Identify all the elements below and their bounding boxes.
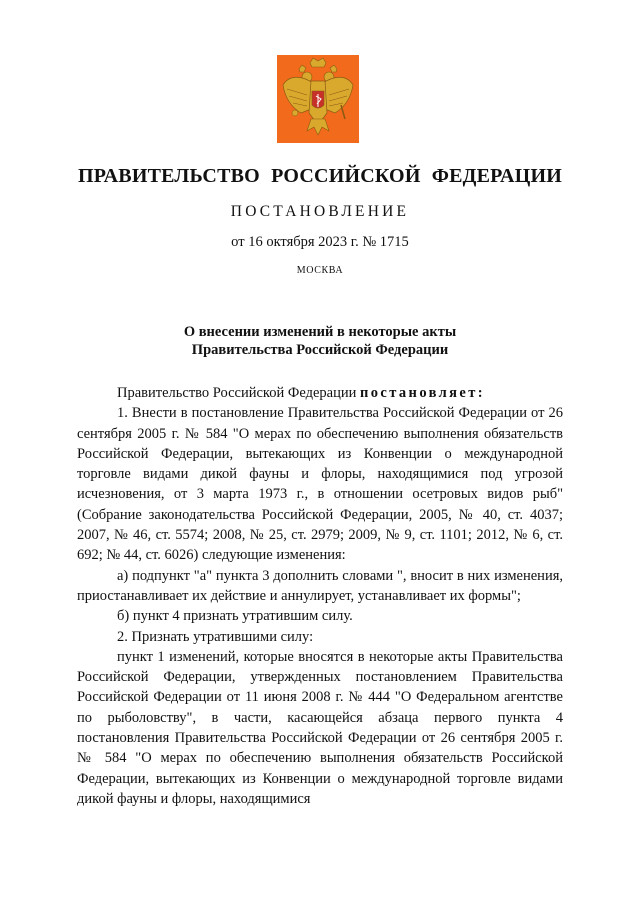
body-intro <box>77 383 563 403</box>
document-title-line-2: Правительства Российской Федерации <box>191 342 449 358</box>
intro-text: Правительство Российской Федерации <box>117 385 360 401</box>
document-date-number: от 16 октября 2023 г. № 1715 <box>231 234 409 250</box>
document-type: ПОСТАНОВЛЕНИЕ <box>230 203 410 220</box>
paragraph-1: 1. Внести в постановление Правительства Российской Федерации от 26 сентября 2005 г. № 584 "О мерах по обеспечению выполнения обязательств Российской Федерации, вытекающих из Конвенции о международной торговле видами дикой фауны и флоры, находящимися под угрозой исчезновения, от 3 марта 1973 г., в отношении осетровых видов рыб" (Собрание законодательства Российской Федерации, 2005, № 40, ст. 4037; 2007, № 46, ст. 5574; 2008, № 25, ст. 2979; 2009, № 9, ст. 1101; 2012, № 6, ст. 692; № 44, ст. 6026) следующие изменения: <box>77 405 563 564</box>
document-city: МОСКВА <box>296 265 344 276</box>
government-name: ПРАВИТЕЛЬСТВО РОССИЙСКОЙ ФЕДЕРАЦИИ <box>78 165 562 187</box>
paragraph-1a: а) подпункт "а" пункта 3 дополнить словами ", вносит в них изменения, приостанавливает их действие и аннулирует, устанавливает их формы"; <box>77 567 563 604</box>
coat-of-arms-icon <box>277 55 359 143</box>
intro-resolves: постановляет: <box>359 385 486 401</box>
document-title <box>0 323 640 359</box>
document-body <box>77 383 563 809</box>
paragraph-2-item-1: пункт 1 изменений, которые вносятся в некоторые акты Правительства Российской Федерации, утвержденных постановлением Правительства Российской Федерации от 11 июня 2008 г. № 444 "О Федеральном агентстве по рыболовству", в части, касающейся абзаца первого пункта 4 постановления Правительства Российской Федерации от 26 сентября 2005 г. № 584 "О мерах по обеспечению выполнения обязательств Российской Федерации, вытекающих из Конвенции о международной торговле видами дикой фауны и флоры, находящимися <box>77 648 563 807</box>
paragraph-2: 2. Признать утратившими силу: <box>117 628 314 645</box>
document-title-line-1: О внесении изменений в некоторые акты <box>183 324 457 340</box>
paragraph-1b: б) пункт 4 признать утратившим силу. <box>117 608 353 625</box>
